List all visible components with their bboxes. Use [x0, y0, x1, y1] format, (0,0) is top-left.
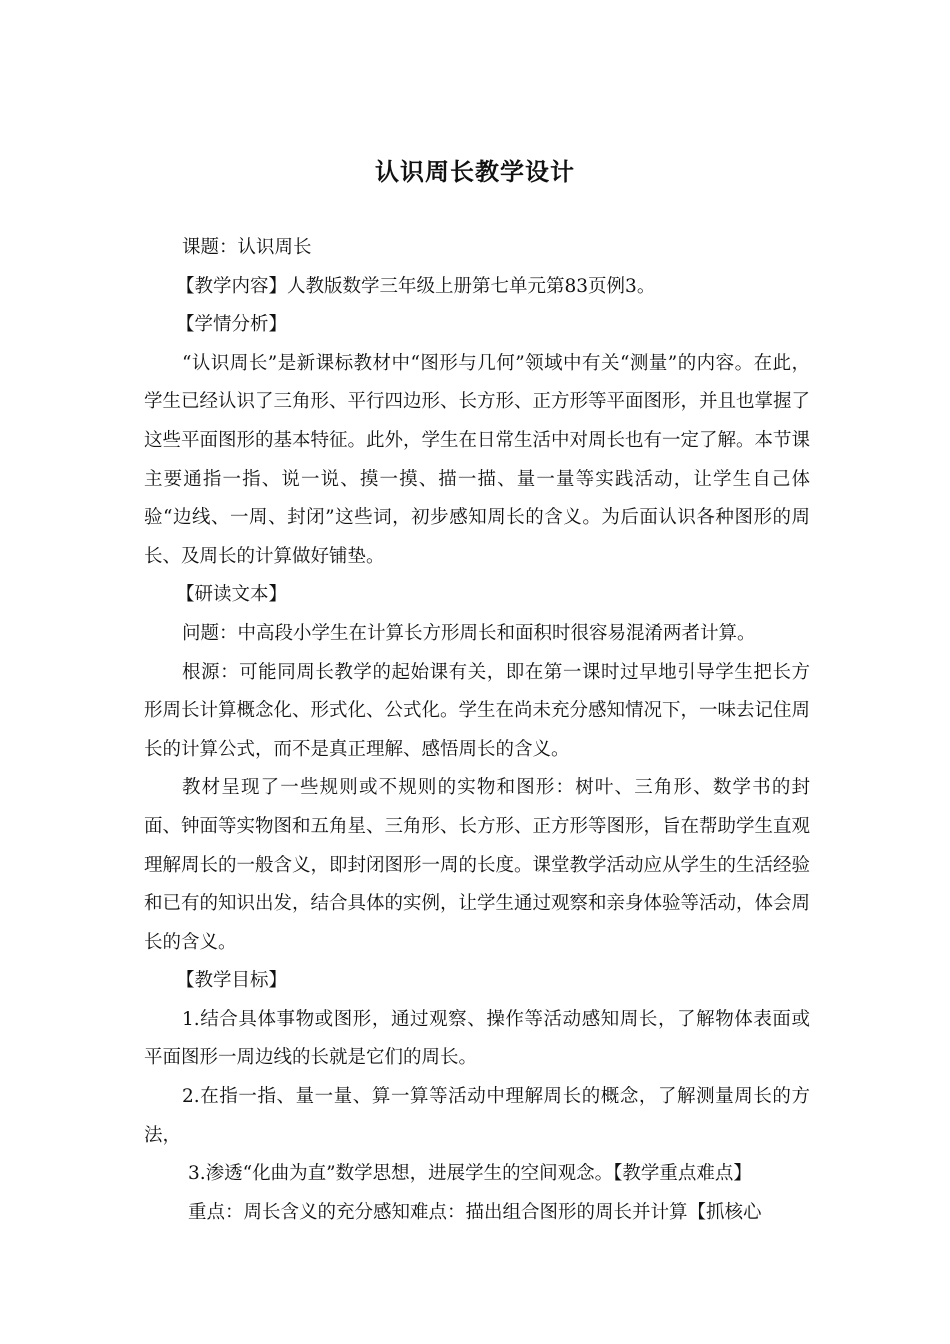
section-heading-teaching-goals: 【教学目标】 [176, 970, 288, 992]
goal-item-2: 2.在指一指、量一量、算一算等活动中理解周长的概念，了解测量周长的方法， [144, 1086, 810, 1146]
root-cause-paragraph: 根源：可能同周长教学的起始课有关，即在第一课时过早地引导学生把长方形周长计算概念化、形式化、公式化。学生在尚未充分感知情况下，一味去记住周长的计算公式，而不是真正理解、感悟周长的含义。 [144, 661, 811, 760]
textbook-paragraph: 教材呈现了一些规则或不规则的实物和图形：树叶、三角形、数学书的封面、钟面等实物图和五角星、三角形、长方形、正方形等图形，旨在帮助学生直观理解周长的一般含义，即封闭图形一周的长度。课堂教学活动应从学生的生活经验和已有的知识出发，结合具体的实例，让学生通过观察和亲身体验等活动，体会周长的含义。 [144, 777, 811, 953]
key-points-paragraph: 重点：周长含义的充分感知难点：描出组合图形的周长并计算【抓核心 [188, 1201, 762, 1223]
document-title: 认识周长教学设计 [375, 157, 575, 186]
teaching-content: 【教学内容】人教版数学三年级上册第七单元第83页例3。 [176, 275, 656, 297]
lesson-topic: 课题：认识周长 [182, 237, 312, 258]
learner-analysis-paragraph: “认识周长”是新课标教材中“图形与几何”领域中有关“测量”的内容。在此，学生已经认识了三角形、平行四边形、长方形、正方形等平面图形，并且也掌握了这些平面图形的基本特征。此外，学生在日常生活中对周长也有一定了解。本节课主要通指一指、说一说、摸一摸、描一描、量一量等实践活动，让学生自己体验“边线、一周、封闭”这些词，初步感知周长的含义。为后面认识各种图形的周长、及周长的计算做好铺垫。 [144, 352, 811, 567]
document-body [144, 229, 810, 1232]
goal-item-3: 3.渗透“化曲为直”数学思想，进展学生的空间观念。【教学重点难点】 [188, 1163, 752, 1185]
problem-paragraph: 问题：中高段小学生在计算长方形周长和面积时很容易混淆两者计算。 [182, 622, 756, 644]
goal-item-1: 1.结合具体事物或图形，通过观察、操作等活动感知周长，了解物体表面或平面图形一周边线的长就是它们的周长。 [144, 1008, 810, 1069]
section-heading-text-study: 【研读文本】 [176, 584, 288, 606]
section-heading-learner-analysis: 【学情分析】 [176, 314, 288, 336]
